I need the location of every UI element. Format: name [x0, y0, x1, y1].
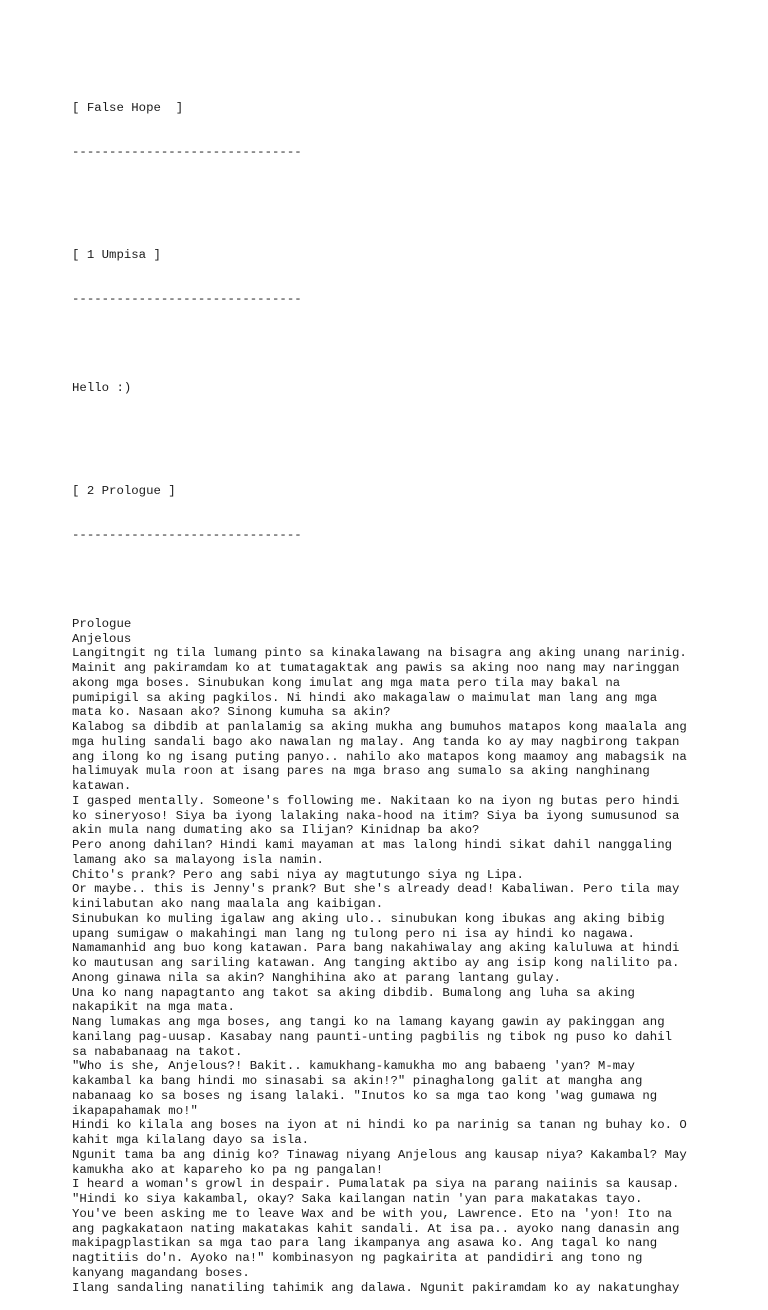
chapter-2-body	[72, 617, 712, 1296]
text-line: lamang ako sa malayong isla namin.	[72, 852, 324, 867]
text-line: Ilang sandaling nanatiling tahimik ang dalawa. Ngunit pakiramdam ko ay nakatunghay	[72, 1280, 680, 1295]
text-line: akong mga boses. Sinubukan kong imulat ang mga mata pero tila may bakal na	[72, 675, 621, 690]
text-line: Namamanhid ang buo kong katawan. Para bang nakahiwalay ang aking kaluluwa at hindi	[72, 941, 680, 956]
text-line: Hindi ko kilala ang boses na iyon at ni hindi ko pa narinig sa tanan ng buhay ko. O	[72, 1118, 687, 1133]
text-line: I heard a woman's growl in despair. Pumalatak pa siya na parang naiinis sa kausap.	[72, 1177, 680, 1192]
chapter-2-heading: [ 2 Prologue ]	[72, 484, 176, 498]
document-title: [ False Hope ]	[72, 100, 184, 115]
chapter-1-heading: [ 1 Umpisa ]	[72, 248, 161, 262]
text-line: nabanaag ko sa boses ng isang lalaki. "Inutos ko sa mga tao kong 'wag gumawa ng	[72, 1088, 658, 1103]
text-line: sa nababanaag na takot.	[72, 1044, 243, 1059]
text-line: nagtitiis do'n. Ayoko na!" kombinasyon ng pagkairita at pandidiri ang tono ng	[72, 1251, 643, 1265]
text-line: Langitngit ng tila lumang pinto sa kinakalawang na bisagra ang aking unang narinig.	[72, 646, 687, 661]
text-line: makipagplastikan sa mga tao para lang ikampanya ang asawa ko. Ang tagal ko nang	[72, 1236, 658, 1251]
text-line: upang sumigaw o makahingi man lang ng tulong pero ni isa ay hindi ko nagawa.	[72, 926, 635, 941]
text-line: ko sineryoso! Siya ba iyong lalaking naka-hood na itim? Siya ba iyong sumusunod sa	[72, 808, 680, 823]
text-line: ko mautusan ang sariling katawan. Ang tanging aktibo ay ang isip kong nalilito pa.	[72, 956, 680, 970]
text-line: Chito's prank? Pero ang sabi niya ay magtutungo siya ng Lipa.	[72, 867, 524, 882]
text-line: Pero anong dahilan? Hindi kami mayaman at mas lalong hindi sikat dahil nanggaling	[72, 838, 673, 852]
text-line: Kalabog sa dibdib at panlalamig sa aking mukha ang bumuhos matapos kong maalala ang	[72, 720, 687, 734]
text-line: kinilabutan ako nang maalala ang kaibigan.	[72, 897, 384, 911]
text-line: Sinubukan ko muling igalaw ang aking ulo.. sinubukan kong ibukas ang aking bibig	[72, 911, 665, 926]
text-line: "Who is she, Anjelous?! Bakit.. kamukhang-kamukha mo ang babaeng 'yan? M-may	[72, 1059, 635, 1074]
text-line: halimuyak mula roon at isang pares na mga braso ang sumalo sa aking nanghinang	[72, 764, 650, 779]
spacer	[72, 189, 712, 219]
text-line: akin mula nang dumating ako sa Ilijan? Kinidnap ba ako?	[72, 823, 480, 838]
chapter-1-body: Hello :)	[72, 380, 132, 395]
text-line: mga huling sandali bago ako nawalan ng malay. Ang tanda ko ay may nagbirong takpan	[72, 734, 680, 749]
text-line: Anong ginawa nila sa akin? Nanghihina ako at parang lantang gulay.	[72, 970, 561, 985]
text-line: I gasped mentally. Someone's following me. Nakitaan ko na iyon ng butas pero hindi	[72, 793, 680, 808]
text-line: ang ilong ko ng isang puting panyo.. nahilo ako matapos kong maamoy ang mabagsik na	[72, 749, 687, 764]
text-line: katawan.	[72, 779, 132, 793]
text-line: Mainit ang pakiramdam ko at tumatagaktak ang pawis sa aking noo nang may naringgan	[72, 661, 680, 675]
text-line: ang pagkakataon nating makatakas kahit sandali. At isa pa.. ayoko nang danasin ang	[72, 1221, 680, 1236]
document-page	[72, 71, 712, 1310]
text-line: Ngunit tama ba ang dinig ko? Tinawag niyang Anjelous ang kausap niya? Kakambal? May	[72, 1147, 687, 1162]
spacer	[72, 573, 712, 588]
text-line: kanyang magandang boses.	[72, 1265, 250, 1280]
spacer	[72, 425, 712, 455]
text-line: kahit mga kilalang dayo sa isla.	[72, 1133, 310, 1147]
title-rule: -------------------------------	[72, 144, 302, 159]
text-line: You've been asking me to leave Wax and be with you, Lawrence. Eto na 'yon! Ito na	[72, 1206, 673, 1221]
text-line: kamukha ako at kapareho ko pa ng pangalan!	[72, 1162, 384, 1177]
text-line: Or maybe.. this is Jenny's prank? But she's already dead! Kabaliwan. Pero tila may	[72, 882, 680, 897]
text-line: "Hindi ko siya kakambal, okay? Saka kailangan natin 'yan para makatakas tayo.	[72, 1192, 643, 1206]
text-line: kakambal ka bang hindi mo sinasabi sa akin!?" pinaghalong galit at mangha ang	[72, 1074, 643, 1088]
chapter-1-rule: -------------------------------	[72, 292, 302, 307]
text-line: kanilang pag-uusap. Kasabay nang paunti-unting pagbilis ng tibok ng puso ko dahil	[72, 1029, 673, 1044]
text-line: Anjelous	[72, 631, 132, 646]
text-line: pumipigil sa aking pagkilos. Ni hindi ako makagalaw o maimulat man lang ang mga	[72, 690, 658, 705]
text-line: mata ko. Nasaan ako? Sinong kumuha sa akin?	[72, 705, 391, 720]
text-line: nakapikit na mga mata.	[72, 1000, 235, 1015]
spacer	[72, 337, 712, 352]
text-line: ikapapahamak mo!"	[72, 1103, 198, 1118]
text-line: Prologue	[72, 616, 132, 631]
chapter-2-rule: -------------------------------	[72, 528, 302, 543]
text-line: Una ko nang napagtanto ang takot sa aking dibdib. Bumalong ang luha sa aking	[72, 985, 635, 1000]
text-line: Nang lumakas ang mga boses, ang tangi ko na lamang kayang gawin ay pakinggan ang	[72, 1015, 665, 1029]
